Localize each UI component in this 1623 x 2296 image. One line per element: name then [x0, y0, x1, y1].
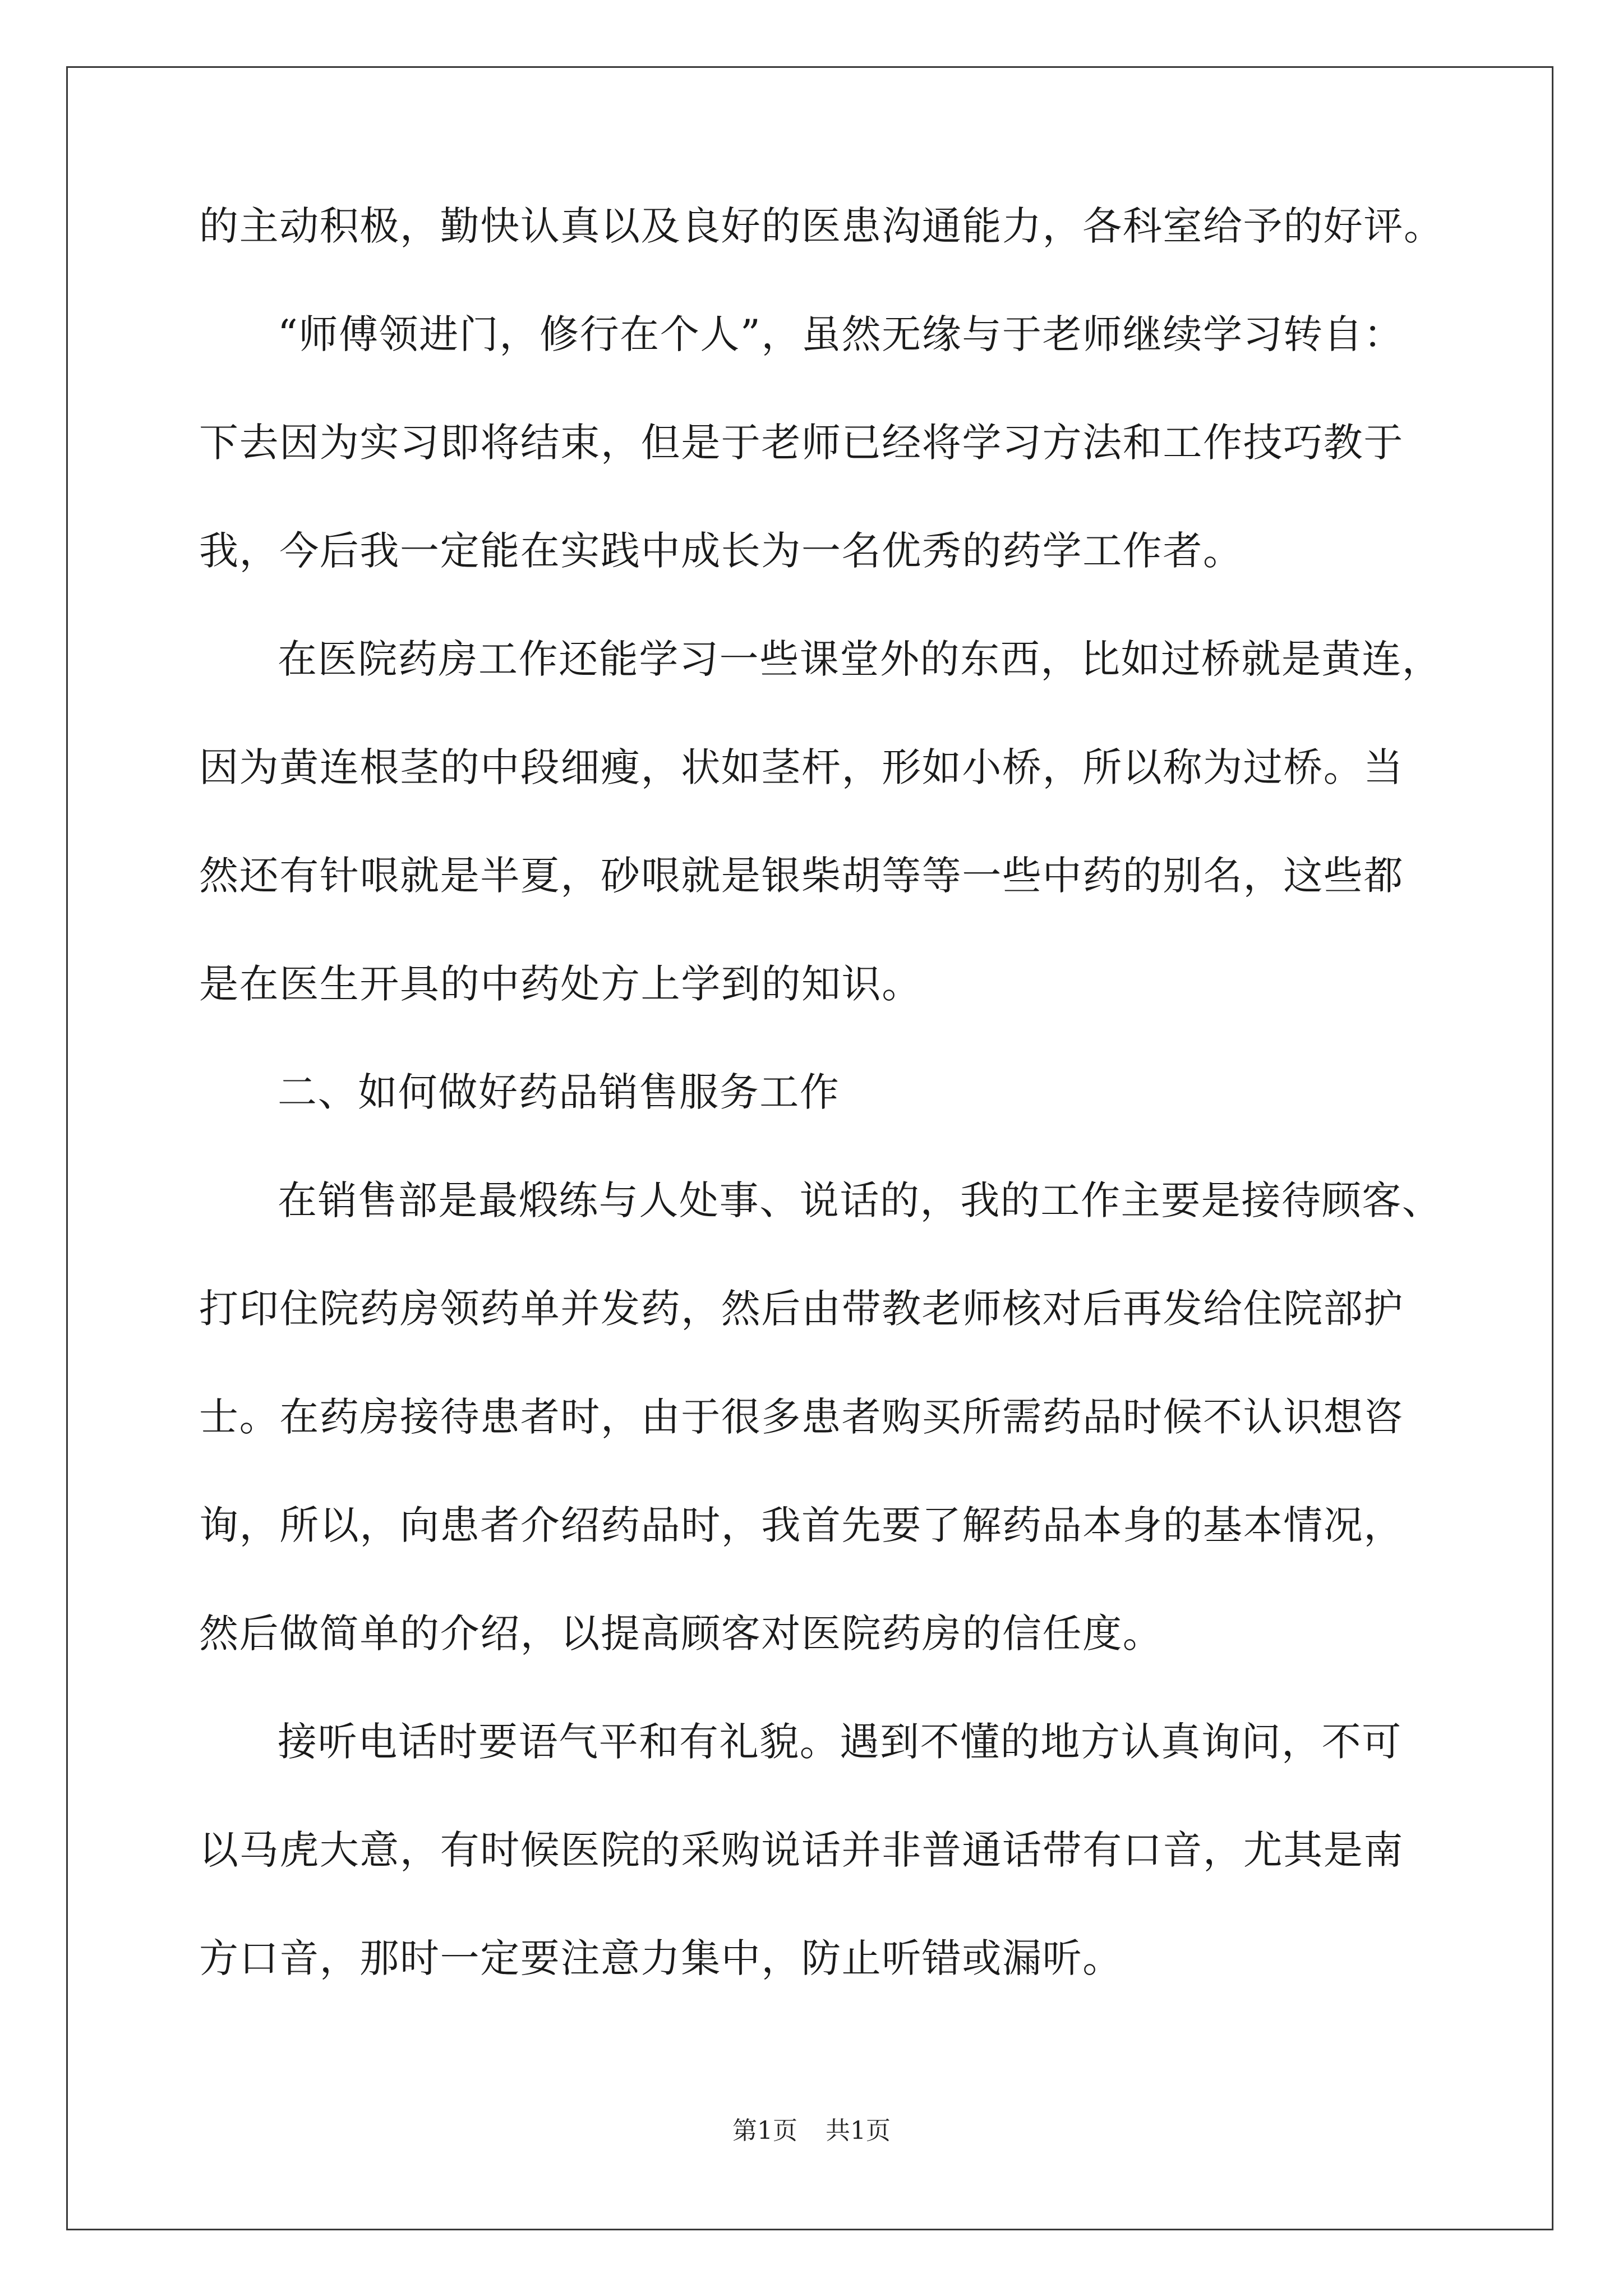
text-line: 接听电话时要语气平和有礼貌。遇到不懂的地方认真询问，不可	[278, 1719, 1402, 1765]
document-body	[199, 202, 1444, 2042]
text-line: 在销售部是最煅练与人处事、说话的，我的工作主要是接待顾客、	[278, 1177, 1442, 1223]
text-line: 在医院药房工作还能学习一些课堂外的东西，比如过桥就是黄连，	[278, 636, 1442, 682]
text-line: 我，今后我一定能在实践中成长为一名优秀的药学工作者。	[199, 528, 1243, 574]
text-line: 下去因为实习即将结束，但是于老师已经将学习方法和工作技巧教于	[199, 420, 1404, 466]
text-line: 士。在药房接待患者时，由于很多患者购买所需药品时候不认识想咨	[199, 1394, 1404, 1440]
text-line: 是在医生开具的中药处方上学到的知识。	[199, 961, 922, 1007]
text-line: 打印住院药房领药单并发药，然后由带教老师核对后再发给住院部护	[199, 1286, 1404, 1332]
text-line: “师傅领进门，修行在个人”，虽然无缘与于老师继续学习转自：	[278, 311, 1404, 357]
page-total: 共1页	[826, 2116, 891, 2145]
text-line: 因为黄连根茎的中段细瘦，状如茎杆，形如小桥，所以称为过桥。当	[199, 744, 1404, 790]
section-heading: 二、如何做好药品销售服务工作	[278, 1069, 840, 1115]
text-line: 然还有针哏就是半夏，砂哏就是银柴胡等等一些中药的别名，这些都	[199, 853, 1404, 899]
text-line: 以马虎大意，有时候医院的采购说话并非普通话带有口音，尤其是南	[199, 1827, 1404, 1873]
page-number: 第1页	[732, 2116, 797, 2145]
page-footer	[0, 2110, 1623, 2146]
text-line: 方口音，那时一定要注意力集中，防止听错或漏听。	[199, 1935, 1123, 1981]
text-line: 询，所以，向患者介绍药品时，我首先要了解药品本身的基本情况，	[199, 1502, 1404, 1548]
text-line: 然后做简单的介绍，以提高顾客对医院药房的信任度。	[199, 1611, 1163, 1657]
text-line: 的主动积极，勤快认真以及良好的医患沟通能力，各科室给予的好评。	[199, 203, 1444, 249]
